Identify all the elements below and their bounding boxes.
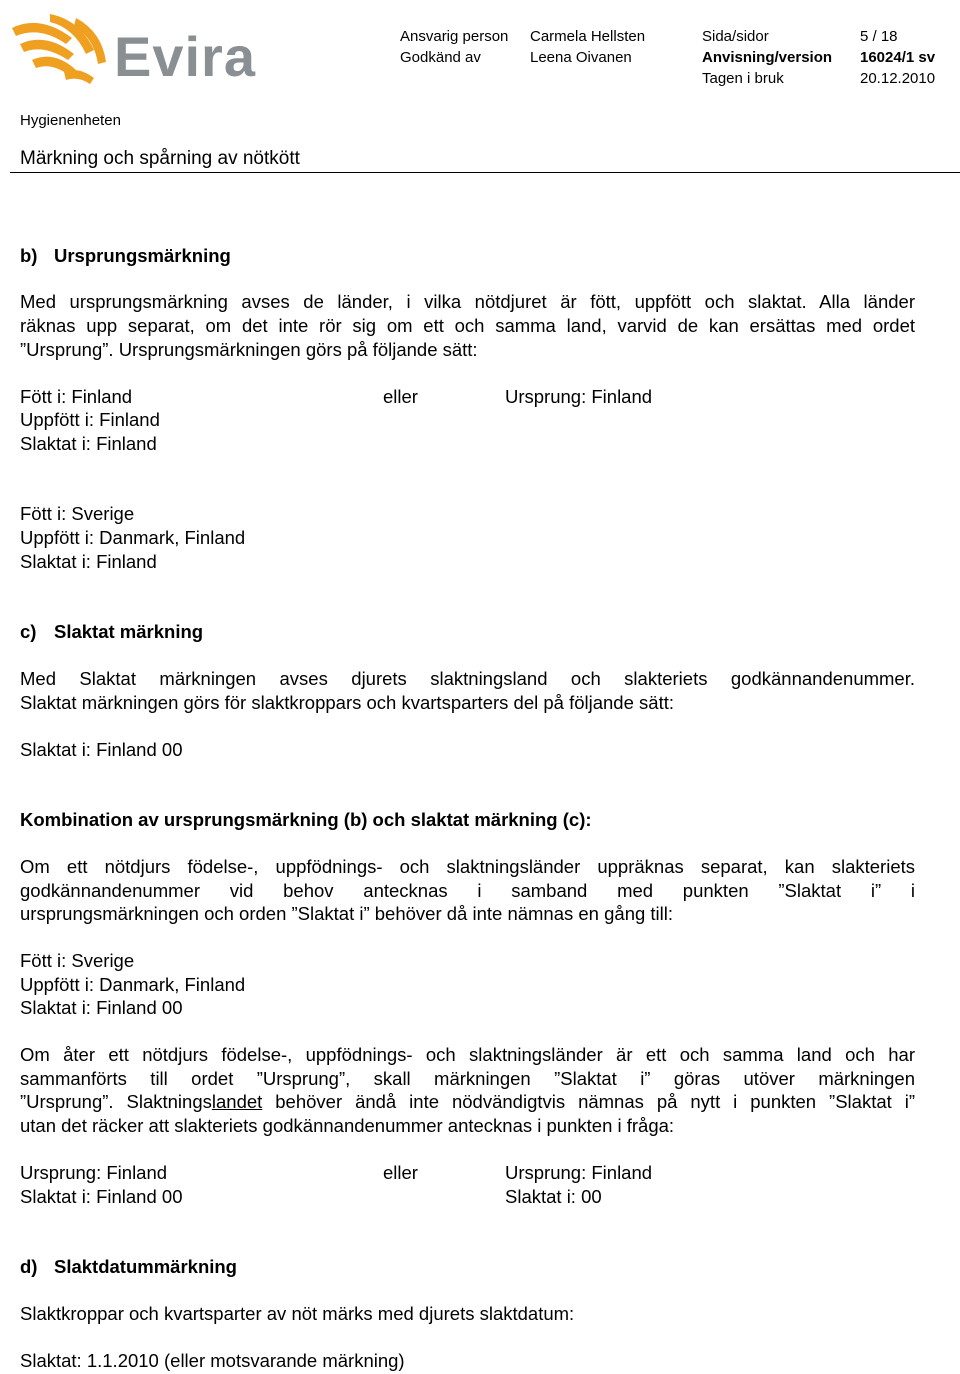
comb-ex2-eller: eller <box>383 1162 418 1183</box>
header-ansvarig-label: Ansvarig person <box>400 28 509 45</box>
ex1-uppfott: Uppfött i: Finland <box>20 409 160 430</box>
header-godkand-label: Godkänd av <box>400 49 481 66</box>
section-b-para-line1: Med ursprungsmärkning avses de länder, i vilka nötdjuret är fött, uppfött och slaktat. Alla länder <box>20 291 915 312</box>
header-sida-label: Sida/sidor <box>702 28 769 45</box>
section-c-heading: Slaktat märkning <box>54 621 204 642</box>
section-b-heading: Ursprungsmärkning <box>54 245 231 266</box>
combination-para1-line3: ursprungsmärkningen och orden ”Slaktat i” behöver då inte nämnas en gång till: <box>20 903 674 924</box>
section-b-para-line3: ”Ursprung”. Ursprungsmärkningen görs på följande sätt: <box>20 339 478 360</box>
comb-ex1-uppfott: Uppfött i: Danmark, Finland <box>20 974 246 995</box>
header-anvisning-label: Anvisning/version <box>702 49 833 66</box>
comb-ex2-left2: Slaktat i: Finland 00 <box>20 1186 183 1207</box>
combination-para2-line3 <box>20 1090 915 1114</box>
header-unit: Hygienenheten <box>20 112 121 129</box>
ex1-ursprung: Ursprung: Finland <box>505 386 653 407</box>
ex2-fott: Fött i: Sverige <box>20 503 135 524</box>
header-anvisning-value: 16024/1 sv <box>860 49 936 66</box>
section-c-para-line2: Slaktat märkningen görs för slaktkroppars och kvartsparters del på följande sätt: <box>20 692 674 713</box>
header-sida-value: 5 / 18 <box>860 28 898 45</box>
ex2-uppfott: Uppfött i: Danmark, Finland <box>20 527 246 548</box>
combination-para1-line2: godkännandenummer vid behov antecknas i samband med punkten ”Slaktat i” i <box>20 880 915 901</box>
comb-ex1-fott: Fött i: Sverige <box>20 950 135 971</box>
section-d-example: Slaktat: 1.1.2010 (eller motsvarande märkning) <box>20 1350 405 1371</box>
combination-para2-line4: utan det räcker att slakteriets godkännandenummer antecknas i punkten i fråga: <box>20 1115 675 1136</box>
section-d-heading: Slaktdatummärkning <box>54 1256 237 1277</box>
header-godkand-value: Leena Oivanen <box>530 49 632 66</box>
section-c-letter: c) <box>20 621 37 642</box>
section-b-para-line2: räknas upp separat, om det inte rör sig om ett och samma land, varvid de kan ersättas med ordet <box>20 315 915 336</box>
combination-para2-underlined: landet <box>211 1091 263 1112</box>
ex1-slaktat: Slaktat i: Finland <box>20 433 157 454</box>
combination-para1-line1: Om ett nötdjurs födelse-, uppfödnings- och slaktningsländer uppräknas separat, kan slakteriets <box>20 856 915 877</box>
section-b-letter: b) <box>20 245 38 266</box>
header-tagen-value: 20.12.2010 <box>860 70 936 87</box>
ex1-fott: Fött i: Finland <box>20 386 133 407</box>
comb-ex2-left1: Ursprung: Finland <box>20 1162 168 1183</box>
combination-para2-line2: sammanförts till ordet ”Ursprung”, skall märkningen ”Slaktat i” göras utöver märkningen <box>20 1068 915 1089</box>
combination-para2-line3-start: ”Ursprung”. Slaktnings <box>20 1091 212 1112</box>
evira-logo <box>10 10 260 90</box>
section-d-para: Slaktkroppar och kvartsparter av nöt märks med djurets slaktdatum: <box>20 1303 575 1324</box>
combination-heading: Kombination av ursprungsmärkning (b) och slaktat märkning (c): <box>20 809 592 830</box>
section-c-para-line1: Med Slaktat märkningen avses djurets slaktningsland och slakteriets godkännandenummer. <box>20 668 915 689</box>
ex2-slaktat: Slaktat i: Finland <box>20 551 157 572</box>
doc-title: Märkning och spårning av nötkött <box>20 148 300 169</box>
combination-para2-line3-end: behöver ändå inte nödvändigtvis nämnas på nytt i punkten ”Slaktat i” <box>262 1091 916 1112</box>
comb-ex2-right2: Slaktat i: 00 <box>505 1186 602 1207</box>
section-c-example: Slaktat i: Finland 00 <box>20 739 183 760</box>
evira-logo-text: Evira <box>114 25 256 88</box>
comb-ex1-slaktat: Slaktat i: Finland 00 <box>20 997 183 1018</box>
header-tagen-label: Tagen i bruk <box>702 70 784 87</box>
header-ansvarig-value: Carmela Hellsten <box>530 28 646 45</box>
comb-ex2-right1: Ursprung: Finland <box>505 1162 653 1183</box>
ex1-eller: eller <box>383 386 418 407</box>
header-divider <box>10 172 960 173</box>
section-d-letter: d) <box>20 1256 38 1277</box>
combination-para2-line1: Om åter ett nötdjurs födelse-, uppfödnings- och slaktningsländer är ett och samma land och har <box>20 1044 915 1065</box>
